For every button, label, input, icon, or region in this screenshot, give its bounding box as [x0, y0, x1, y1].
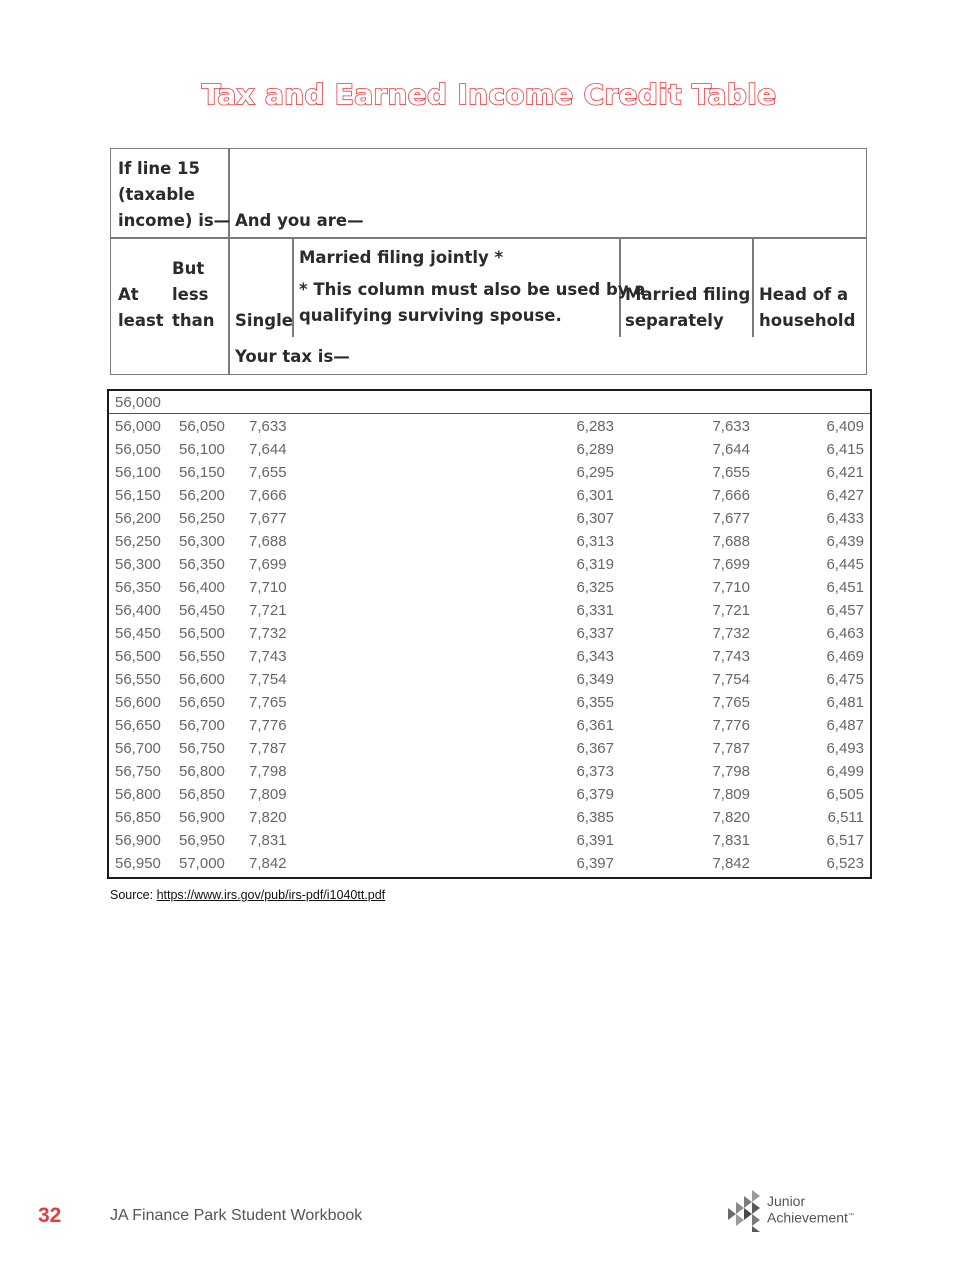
cell-at-least: 56,850 — [115, 809, 161, 826]
cell-married-separately: 7,831 — [712, 832, 750, 849]
cell-married-jointly: 6,331 — [576, 602, 614, 619]
ja-logo-icon — [722, 1188, 764, 1232]
cell-married-separately: 7,633 — [712, 418, 750, 435]
cell-head-of-household: 6,523 — [826, 855, 864, 872]
table-row — [109, 668, 870, 691]
table-row — [109, 484, 870, 507]
cell-less-than: 56,400 — [179, 579, 225, 596]
cell-single: 7,809 — [249, 786, 287, 803]
cell-less-than: 56,350 — [179, 556, 225, 573]
cell-married-jointly: 6,283 — [576, 418, 614, 435]
header-divider — [752, 239, 754, 337]
cell-single: 7,765 — [249, 694, 287, 711]
cell-at-least: 56,100 — [115, 464, 161, 481]
cell-at-least: 56,400 — [115, 602, 161, 619]
cell-head-of-household: 6,475 — [826, 671, 864, 688]
table-group-row — [109, 391, 870, 414]
table-row — [109, 691, 870, 714]
cell-married-separately: 7,776 — [712, 717, 750, 734]
cell-married-separately: 7,710 — [712, 579, 750, 596]
cell-married-jointly: 6,337 — [576, 625, 614, 642]
header-mfj-note-2: qualifying surviving spouse. — [299, 306, 562, 325]
cell-married-jointly: 6,343 — [576, 648, 614, 665]
header-mfs-1: Married filing — [625, 285, 751, 304]
table-row — [109, 783, 870, 806]
cell-head-of-household: 6,505 — [826, 786, 864, 803]
header-but: But — [172, 259, 205, 278]
source-label: Source: — [110, 888, 157, 902]
header-your-tax-is: Your tax is— — [235, 347, 350, 366]
cell-single: 7,699 — [249, 556, 287, 573]
table-row — [109, 806, 870, 829]
cell-less-than: 56,100 — [179, 441, 225, 458]
cell-single: 7,831 — [249, 832, 287, 849]
cell-single: 7,644 — [249, 441, 287, 458]
cell-married-separately: 7,809 — [712, 786, 750, 803]
cell-married-separately: 7,754 — [712, 671, 750, 688]
cell-married-jointly: 6,319 — [576, 556, 614, 573]
cell-head-of-household: 6,517 — [826, 832, 864, 849]
cell-married-jointly: 6,301 — [576, 487, 614, 504]
cell-married-separately: 7,820 — [712, 809, 750, 826]
cell-less-than: 56,700 — [179, 717, 225, 734]
cell-head-of-household: 6,463 — [826, 625, 864, 642]
table-row — [109, 737, 870, 760]
cell-single: 7,787 — [249, 740, 287, 757]
cell-single: 7,721 — [249, 602, 287, 619]
source-link[interactable]: https://www.irs.gov/pub/irs-pdf/i1040tt.pdf — [156, 888, 386, 902]
cell-single: 7,732 — [249, 625, 287, 642]
table-row — [109, 622, 870, 645]
header-mfj-title: Married filing jointly * — [299, 248, 504, 267]
cell-less-than: 56,250 — [179, 510, 225, 527]
cell-married-jointly: 6,355 — [576, 694, 614, 711]
cell-at-least: 56,800 — [115, 786, 161, 803]
cell-head-of-household: 6,439 — [826, 533, 864, 550]
cell-married-jointly: 6,325 — [576, 579, 614, 596]
table-row — [109, 576, 870, 599]
header-at: At — [118, 285, 139, 304]
cell-head-of-household: 6,487 — [826, 717, 864, 734]
header-hoh-1: Head of a — [759, 285, 849, 304]
cell-at-least: 56,950 — [115, 855, 161, 872]
header-single: Single — [235, 311, 293, 330]
cell-less-than: 56,600 — [179, 671, 225, 688]
cell-less-than: 56,500 — [179, 625, 225, 642]
cell-single: 7,655 — [249, 464, 287, 481]
cell-married-jointly: 6,361 — [576, 717, 614, 734]
cell-at-least: 56,700 — [115, 740, 161, 757]
cell-at-least: 56,650 — [115, 717, 161, 734]
workbook-title: JA Finance Park Student Workbook — [110, 1207, 363, 1224]
cell-married-separately: 7,699 — [712, 556, 750, 573]
cell-single: 7,677 — [249, 510, 287, 527]
source-note — [110, 888, 385, 902]
cell-less-than: 56,450 — [179, 602, 225, 619]
cell-married-separately: 7,688 — [712, 533, 750, 550]
cell-at-least: 56,600 — [115, 694, 161, 711]
junior-achievement-logo — [722, 1188, 882, 1234]
cell-married-separately: 7,787 — [712, 740, 750, 757]
cell-married-jointly: 6,373 — [576, 763, 614, 780]
cell-married-jointly: 6,385 — [576, 809, 614, 826]
logo-trademark: ™ — [847, 1213, 854, 1219]
cell-married-separately: 7,798 — [712, 763, 750, 780]
cell-married-separately: 7,721 — [712, 602, 750, 619]
header-if-line: If line 15 — [118, 159, 201, 178]
cell-at-least: 56,350 — [115, 579, 161, 596]
cell-single: 7,743 — [249, 648, 287, 665]
table-row — [109, 599, 870, 622]
cell-head-of-household: 6,493 — [826, 740, 864, 757]
logo-line-2: Achievement — [767, 1209, 848, 1226]
cell-at-least: 56,050 — [115, 441, 161, 458]
table-group-label: 56,000 — [115, 394, 161, 411]
cell-single: 7,666 — [249, 487, 287, 504]
cell-married-separately: 7,765 — [712, 694, 750, 711]
header-less: less — [172, 285, 209, 304]
table-row — [109, 415, 870, 438]
header-mfj-note-1: * This column must also be used by a — [299, 280, 646, 299]
table-row — [109, 553, 870, 576]
table-row — [109, 438, 870, 461]
header-divider — [228, 149, 230, 374]
cell-married-jointly: 6,397 — [576, 855, 614, 872]
cell-at-least: 56,000 — [115, 418, 161, 435]
table-row — [109, 645, 870, 668]
cell-married-jointly: 6,367 — [576, 740, 614, 757]
cell-less-than: 56,900 — [179, 809, 225, 826]
table-row — [109, 507, 870, 530]
cell-single: 7,776 — [249, 717, 287, 734]
cell-single: 7,633 — [249, 418, 287, 435]
cell-married-jointly: 6,391 — [576, 832, 614, 849]
cell-married-jointly: 6,295 — [576, 464, 614, 481]
cell-at-least: 56,300 — [115, 556, 161, 573]
cell-head-of-household: 6,481 — [826, 694, 864, 711]
cell-at-least: 56,550 — [115, 671, 161, 688]
header-than: than — [172, 311, 215, 330]
cell-married-jointly: 6,313 — [576, 533, 614, 550]
header-taxable: (taxable — [118, 185, 195, 204]
cell-head-of-household: 6,469 — [826, 648, 864, 665]
cell-married-separately: 7,677 — [712, 510, 750, 527]
cell-head-of-household: 6,433 — [826, 510, 864, 527]
cell-less-than: 56,800 — [179, 763, 225, 780]
header-least: least — [118, 311, 164, 330]
cell-married-separately: 7,655 — [712, 464, 750, 481]
cell-single: 7,688 — [249, 533, 287, 550]
table-row — [109, 829, 870, 852]
cell-less-than: 56,150 — [179, 464, 225, 481]
header-income-is: income) is— — [118, 211, 231, 230]
cell-head-of-household: 6,415 — [826, 441, 864, 458]
cell-head-of-household: 6,499 — [826, 763, 864, 780]
cell-married-jointly: 6,349 — [576, 671, 614, 688]
cell-less-than: 56,200 — [179, 487, 225, 504]
cell-married-separately: 7,842 — [712, 855, 750, 872]
logo-text — [767, 1194, 854, 1226]
cell-head-of-household: 6,427 — [826, 487, 864, 504]
table-row — [109, 714, 870, 737]
page-title: Tax and Earned Income Credit Table — [201, 78, 777, 111]
logo-line-1: Junior — [767, 1193, 806, 1209]
cell-married-separately: 7,666 — [712, 487, 750, 504]
cell-less-than: 57,000 — [179, 855, 225, 872]
cell-at-least: 56,500 — [115, 648, 161, 665]
cell-married-jointly: 6,289 — [576, 441, 614, 458]
header-hoh-2: household — [759, 311, 856, 330]
cell-less-than: 56,950 — [179, 832, 225, 849]
cell-head-of-household: 6,457 — [826, 602, 864, 619]
header-mfs-2: separately — [625, 311, 724, 330]
cell-less-than: 56,850 — [179, 786, 225, 803]
cell-less-than: 56,750 — [179, 740, 225, 757]
cell-head-of-household: 6,451 — [826, 579, 864, 596]
page-number: 32 — [38, 1204, 62, 1227]
cell-at-least: 56,750 — [115, 763, 161, 780]
cell-single: 7,798 — [249, 763, 287, 780]
header-and-you-are: And you are— — [235, 211, 364, 230]
table-row — [109, 852, 870, 875]
cell-single: 7,842 — [249, 855, 287, 872]
cell-head-of-household: 6,511 — [827, 809, 864, 826]
table-row — [109, 530, 870, 553]
tax-table-header — [110, 148, 867, 375]
cell-married-separately: 7,732 — [712, 625, 750, 642]
cell-less-than: 56,550 — [179, 648, 225, 665]
tax-table — [107, 389, 872, 879]
cell-at-least: 56,250 — [115, 533, 161, 550]
table-row — [109, 760, 870, 783]
cell-at-least: 56,900 — [115, 832, 161, 849]
cell-head-of-household: 6,409 — [826, 418, 864, 435]
cell-married-separately: 7,644 — [712, 441, 750, 458]
cell-single: 7,754 — [249, 671, 287, 688]
cell-single: 7,820 — [249, 809, 287, 826]
cell-married-separately: 7,743 — [712, 648, 750, 665]
cell-married-jointly: 6,307 — [576, 510, 614, 527]
cell-head-of-household: 6,421 — [826, 464, 864, 481]
cell-less-than: 56,050 — [179, 418, 225, 435]
cell-single: 7,710 — [249, 579, 287, 596]
table-row — [109, 461, 870, 484]
cell-less-than: 56,650 — [179, 694, 225, 711]
cell-married-jointly: 6,379 — [576, 786, 614, 803]
cell-at-least: 56,150 — [115, 487, 161, 504]
cell-less-than: 56,300 — [179, 533, 225, 550]
cell-at-least: 56,450 — [115, 625, 161, 642]
cell-head-of-household: 6,445 — [826, 556, 864, 573]
cell-at-least: 56,200 — [115, 510, 161, 527]
